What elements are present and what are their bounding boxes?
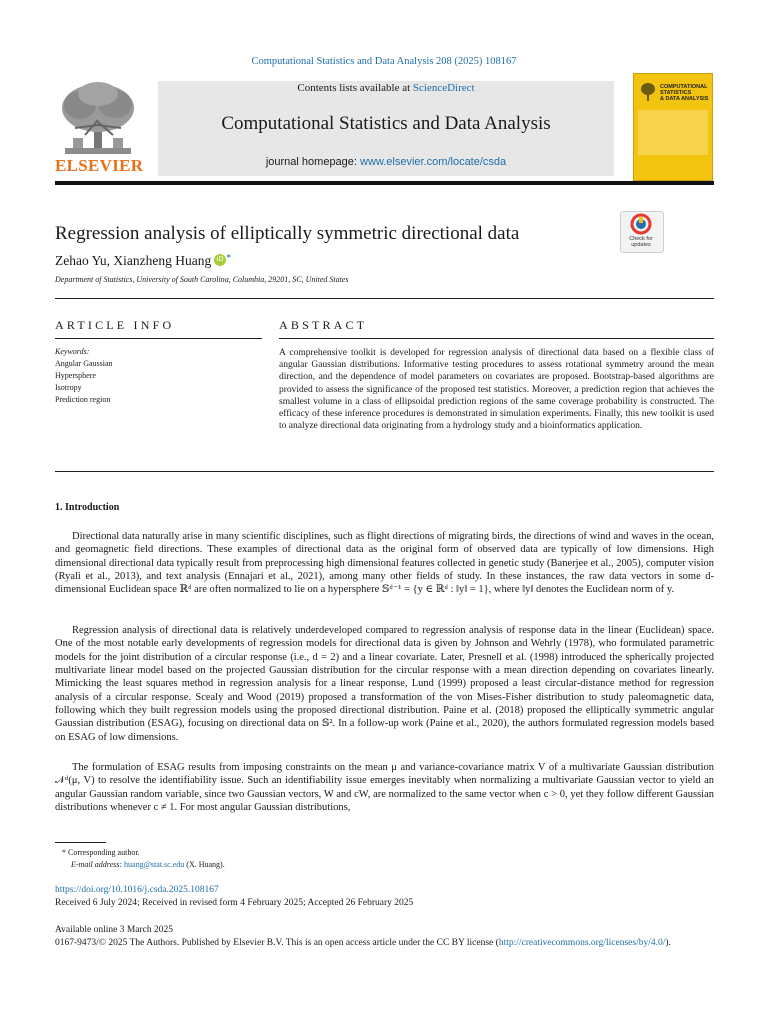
article-info-rule <box>55 338 262 339</box>
corresponding-author-mark[interactable]: * <box>226 253 232 264</box>
affiliation: Department of Statistics, University of South Carolina, Columbia, 29201, SC, United States <box>55 275 349 284</box>
check-updates-icon <box>630 213 652 235</box>
email-footnote <box>71 860 225 869</box>
keyword: Hypersphere <box>55 371 96 380</box>
available-online: Available online 3 March 2025 <box>55 925 174 935</box>
abstract-text: A comprehensive toolkit is developed for regression analysis of directional data based on a flexible class of angular Gaussian distributions. Informative testing procedures to assess rotational symmetry around the mean direction, and the dependence of model parameters on covariates are proposed. Bootstrap-based algorithms are provided to assess the significance of the proposed test statistics. Moreover, a prediction region that achieves the smallest volume in a class of ellipsoidal prediction regions of the same coverage probability is constructed. The efficacy of these inference procedures is demonstrated in simulation experiments. Finally, this new toolkit is used to analyze directional data originating from a hydrology study and a bioinformatics application. <box>279 348 714 432</box>
article-history: Received 6 July 2024; Received in revised form 4 February 2025; Accepted 26 February 2025 <box>55 898 414 908</box>
journal-citation[interactable]: Computational Statistics and Data Analysis 208 (2025) 108167 <box>251 56 517 67</box>
intro-paragraph-2: Regression analysis of directional data is relatively underdeveloped compared to regression analysis of response data in the linear (Euclidean) space. One of the most notable early developments of regression models for directional data is given by Johnson and Wehrly (1978), who formulated parametric models for the joint distribution of a circular response (i.e., d = 2) and a linear covariate. Later, Presnell et al. (1998) introduced the spherically projected multivariate linear model based on the projected Gaussian distribution for the circular response with a mean direction depending on covariates linearly. Mimicking the least squares method in regression analysis for a linear response, Lund (1999) proposed a least circular-distance method for regression analysis of a circular response. Scealy and Wood (2019) proposed a transformation of the von Mises-Fisher distribution to study paleomagnetic data, following which they built regression models using the proposed directional distribution. Paine et al. (2018) proposed the elliptically symmetric angular Gaussian distribution (ESAG), focusing on directional data on 𝕊². In a follow-up work (Paine et al., 2020), the authors formulated regression models based on ESAG of low dimensions. <box>55 625 714 743</box>
check-updates-line: updates <box>631 242 651 248</box>
email-link[interactable]: huang@stat.sc.edu <box>124 860 185 869</box>
doi-link[interactable]: https://doi.org/10.1016/j.csda.2025.108167 <box>55 885 219 895</box>
cover-title-line: & DATA ANALYSIS <box>660 96 709 103</box>
abstract-rule <box>279 338 714 339</box>
intro-paragraph-1: Directional data naturally arise in many scientific disciplines, such as flight directions of migrating birds, the directions of wind and waves in the ocean, and geomagnetic field directions. These examples of directional data as the original form of observed data are typically of low dimensions. High dimensional directional data typically result from preprocessing high dimensional features collected in genetic study (Banerjee et al., 2005), computer vision (Ryali et al., 2013), and text analysis (Ennajari et al., 2021), among many other fields of study. In these instances, the raw data vectors in some d-dimensional Euclidean space ℝᵈ are often normalized to lie on a hypersphere 𝕊ᵈ⁻¹ = {y ∈ ℝᵈ : ‖y‖ = 1}, where ‖y‖ denotes the Euclidean norm of y. <box>55 531 714 596</box>
contents-line <box>158 82 614 94</box>
cover-title-line: COMPUTATIONAL <box>660 84 708 90</box>
journal-title: Computational Statistics and Data Analysis <box>221 113 551 134</box>
check-updates-label <box>620 236 662 248</box>
cover-panel <box>638 110 708 155</box>
contents-prefix: Contents lists available at <box>297 82 413 94</box>
section-rule <box>55 298 714 299</box>
email-suffix: (X. Huang). <box>184 860 225 869</box>
email-label: E-mail address: <box>71 860 125 869</box>
homepage-prefix: journal homepage: <box>265 156 361 168</box>
keyword: Isotropy <box>55 383 82 392</box>
article-title: Regression analysis of elliptically symmetric directional data <box>55 223 520 244</box>
keywords-label: Keywords: <box>55 347 90 356</box>
journal-homepage <box>158 156 614 168</box>
header-rule <box>55 181 714 185</box>
elsevier-wordmark: ELSEVIER <box>55 156 144 175</box>
section-rule <box>55 471 714 472</box>
cover-title <box>660 84 710 103</box>
license-statement: 0167-9473/© 2025 The Authors. Published by Elsevier B.V. This is an open access article under the CC BY license (http://creativecommons.org/licenses/by/4.0/). <box>55 938 671 948</box>
keyword: Angular Gaussian <box>55 359 113 368</box>
authors: Zehao Yu, Xianzheng Huang <box>55 253 212 268</box>
intro-paragraph-3: The formulation of ESAG results from imposing constraints on the mean μ and variance-covariance matrix V of a multivariate Gaussian distribution 𝒩ᵈ(μ, V) to resolve the identifiability issue. Such an identifiability issue emerges inevitably when normalizing a multivariate Gaussian vector to yield an angular Gaussian random variable, since two Gaussian vectors, W and cW, are normalized to the same vector when c > 0, yet they follow different Gaussian distributions whenever c ≠ 1. For most angular Gaussian distributions, <box>55 762 714 814</box>
corresponding-footnote: * Corresponding author. <box>62 848 140 857</box>
article-info-heading: ARTICLE INFO <box>55 318 175 332</box>
homepage-link[interactable]: www.elsevier.com/locate/csda <box>360 156 507 168</box>
cover-tree-icon <box>640 82 656 102</box>
license-text: 0167-9473/© 2025 The Authors. Published by Elsevier B.V. This is an open access article under the CC BY license <box>55 938 494 948</box>
section-heading: 1. Introduction <box>55 502 120 513</box>
abstract-heading: ABSTRACT <box>279 318 368 332</box>
author-list <box>55 253 231 269</box>
sciencedirect-link[interactable]: ScienceDirect <box>412 82 475 94</box>
elsevier-tree-logo <box>55 80 140 158</box>
check-updates-line: Check for <box>629 236 653 242</box>
cover-title-line: STATISTICS <box>660 90 692 97</box>
license-link[interactable]: http://creativecommons.org/licenses/by/4.0/ <box>498 938 666 948</box>
keyword: Prediction region <box>55 395 111 404</box>
footnote-rule <box>55 842 106 843</box>
orcid-icon[interactable]: iD <box>214 254 226 266</box>
